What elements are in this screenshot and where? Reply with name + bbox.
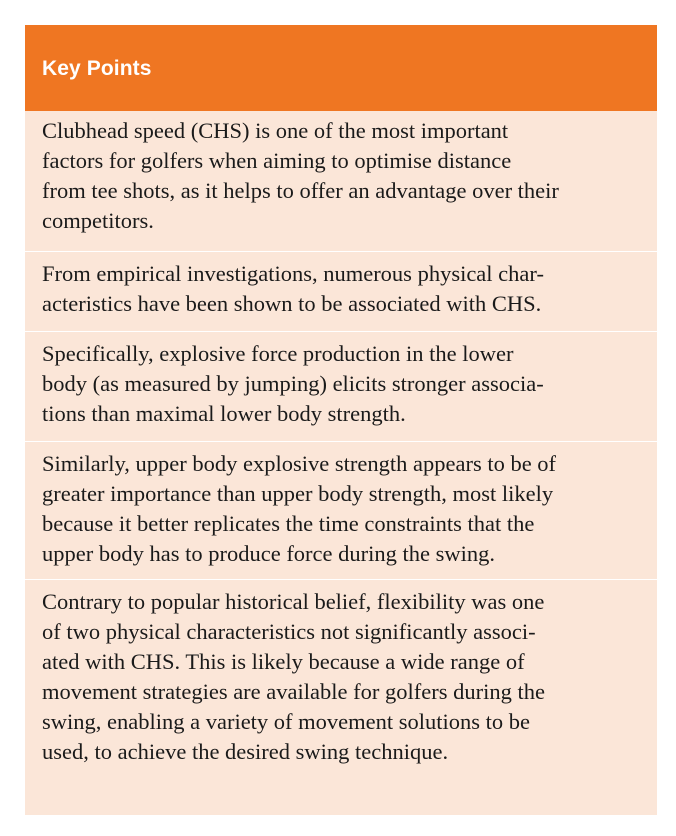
- key-point-line: Clubhead speed (CHS) is one of the most important: [42, 118, 509, 143]
- key-point-line: from tee shots, as it helps to offer an advantage over their: [42, 178, 559, 203]
- key-point-line: of two physical characteristics not significantly associ-: [42, 619, 536, 644]
- key-point-line: Contrary to popular historical belief, flexibility was one: [42, 589, 545, 614]
- key-point-line: From empirical investigations, numerous physical char-: [42, 261, 544, 286]
- key-point-2: [25, 251, 657, 331]
- key-point-line: ated with CHS. This is likely because a wide range of: [42, 649, 525, 674]
- key-point-line: tions than maximal lower body strength.: [42, 401, 406, 426]
- key-point-line: upper body has to produce force during the swing.: [42, 541, 496, 566]
- key-point-4: [25, 441, 657, 579]
- key-point-line: movement strategies are available for golfers during the: [42, 679, 545, 704]
- key-point-1: [25, 111, 657, 251]
- key-point-line: swing, enabling a variety of movement solutions to be: [42, 709, 531, 734]
- key-point-5: [25, 579, 657, 815]
- key-point-line: Specifically, explosive force production in the lower: [42, 341, 514, 366]
- key-point-line: body (as measured by jumping) elicits stronger associa-: [42, 371, 544, 396]
- key-points-list: [25, 111, 657, 815]
- key-point-line: Similarly, upper body explosive strength appears to be of: [42, 451, 557, 476]
- key-point-line: used, to achieve the desired swing technique.: [42, 739, 449, 764]
- key-point-line: greater importance than upper body strength, most likely: [42, 481, 554, 506]
- key-point-line: acteristics have been shown to be associated with CHS.: [42, 291, 542, 316]
- key-points-header: [25, 25, 657, 111]
- key-points-box: [25, 25, 657, 815]
- key-points-title: Key Points: [42, 57, 152, 80]
- key-point-line: because it better replicates the time constraints that the: [42, 511, 535, 536]
- key-point-line: competitors.: [42, 208, 154, 233]
- key-point-line: factors for golfers when aiming to optimise distance: [42, 148, 512, 173]
- key-point-3: [25, 331, 657, 441]
